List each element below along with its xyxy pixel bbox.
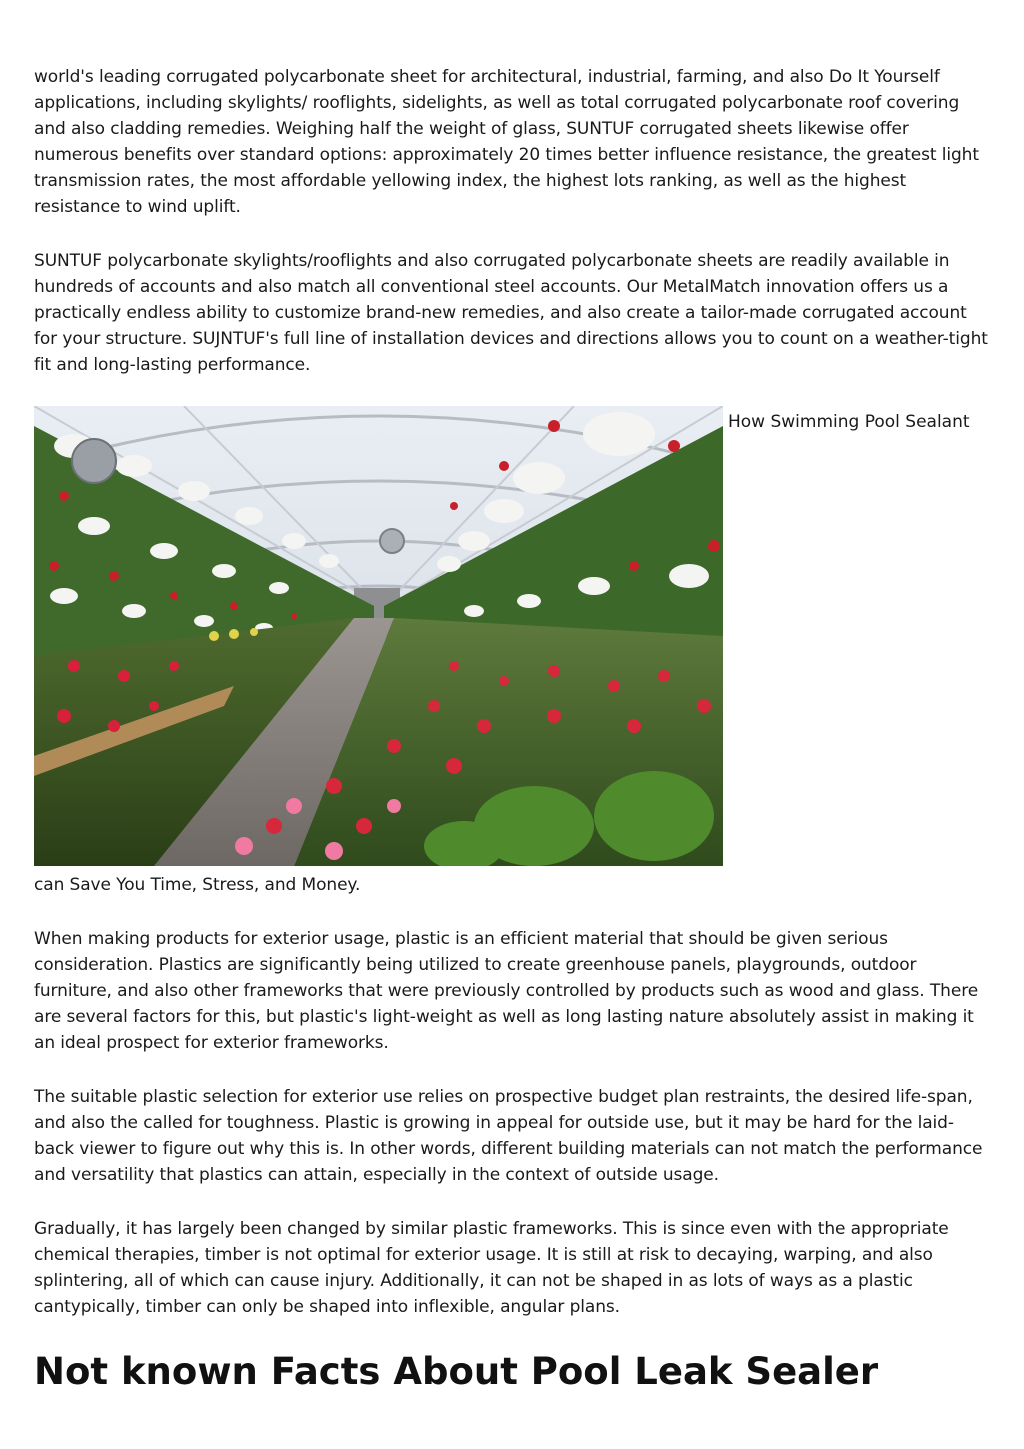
greenhouse-photo: [34, 406, 723, 866]
paragraph-4: The suitable plastic selection for exterior use relies on prospective budget plan restraints, the desired life-span, and also the called for toughness. Plastic is growing in appeal for outside use, but it may be hard for the laid-back viewer to figure out why this is. In other words, different building materials can not match the performance and versatility that plastics can attain, especially in the context of outside usage.: [34, 1087, 983, 1185]
paragraph-3: When making products for exterior usage, plastic is an efficient material that should be given serious consideration. Plastics are significantly being utilized to create greenhouse panels, playgrounds, outdoor furniture, and also other frameworks that were previously controlled by products such as wood and glass. There are several factors for this, but plastic's light-weight as well as long lasting nature absolutely assist in making it an ideal prospect for exterior frameworks.: [34, 929, 979, 1053]
paragraph-1: world's leading corrugated polycarbonate sheet for architectural, industrial, farming, and also Do It Yourself applications, including skylights/ rooflights, sidelights, as well as total corrugated polycarbonate roof covering and also cladding remedies. Weighing half the weight of glass, SUNTUF corrugated sheets likewise offer numerous benefits over standard options: approximately 20 times better influence resistance, the greatest light transmission rates, the most affordable yellowing index, the highest lots ranking, as well as the highest resistance to wind uplift.: [34, 67, 979, 217]
paragraph-2: SUNTUF polycarbonate skylights/rooflights and also corrugated polycarbonate sheets are readily available in hundreds of accounts and also match all conventional steel accounts. Our MetalMatch innovation offers us a practically endless ability to customize brand-new remedies, and also create a tailor-made corrugated account for your structure. SUJNTUF's full line of installation devices and directions allows you to count on a weather-tight fit and long-lasting performance.: [34, 251, 988, 375]
figure-caption-inline: How Swimming Pool Sealant: [728, 412, 970, 432]
article-body: [34, 64, 990, 1396]
figure: [34, 406, 990, 872]
figure-caption-continued: can Save You Time, Stress, and Money.: [34, 875, 361, 895]
section-heading: Not known Facts About Pool Leak Sealer: [34, 1350, 879, 1393]
paragraph-5: Gradually, it has largely been changed by similar plastic frameworks. This is since even with the appropriate chemical therapies, timber is not optimal for exterior usage. It is still at risk to decaying, warping, and also splintering, all of which can cause injury. Additionally, it can not be shaped in as lots of ways as a plastic cantypically, timber can only be shaped into inflexible, angular plans.: [34, 1219, 949, 1317]
